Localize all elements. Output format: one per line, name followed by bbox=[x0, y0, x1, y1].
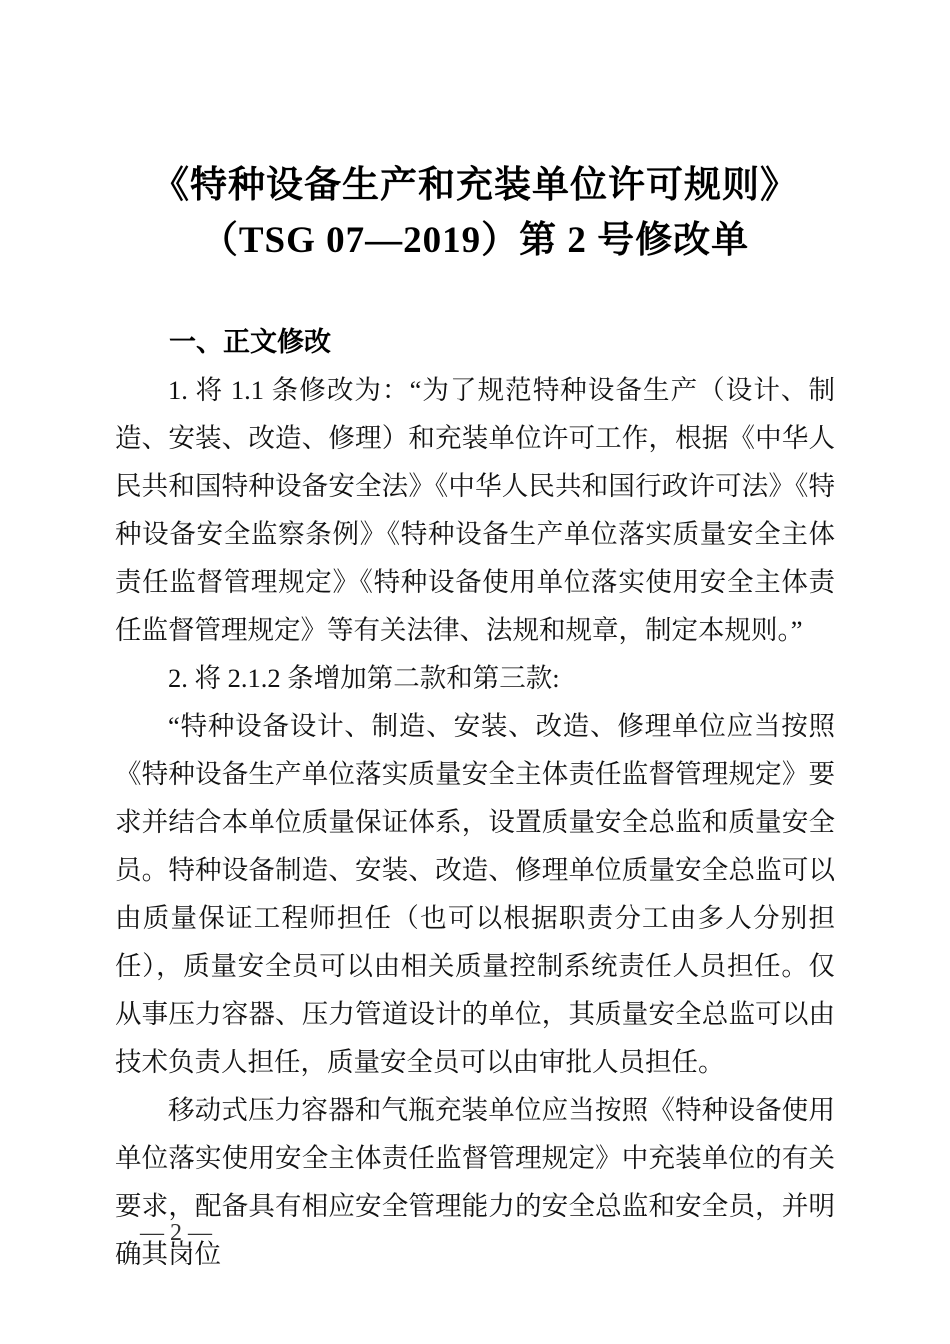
title-line-2: （TSG 07—2019）第 2 号修改单 bbox=[200, 220, 750, 261]
title-line-1: 《特种设备生产和充装单位许可规则》 bbox=[152, 165, 798, 206]
section-heading: 一、正文修改 bbox=[169, 327, 331, 357]
page-number: — 2 — bbox=[140, 1220, 212, 1246]
paragraph-1: 1. 将 1.1 条修改为：“为了规范特种设备生产（设计、制造、安装、改造、修理）和充装单位许可工作，根据《中华人民共和国特种设备安全法》《中华人民共和国行政许可法》《特种设备安全监察条例》《特种设备生产单位落实质量安全主体责任监督管理规定》《特种设备使用单位落实使用安全主体责任监督管理规定》等有关法律、法规和规章，制定本规则。” bbox=[115, 375, 835, 645]
paragraph-4: 移动式压力容器和气瓶充装单位应当按照《特种设备使用单位落实使用安全主体责任监督管理规定》中充装单位的有关要求，配备具有相应安全管理能力的安全总监和安全员，并明确其岗位 bbox=[115, 1095, 835, 1269]
document-title bbox=[0, 0, 950, 268]
document-body bbox=[115, 318, 835, 1278]
paragraph-2: 2. 将 2.1.2 条增加第二款和第三款: bbox=[168, 663, 560, 693]
paragraph-3: “特种设备设计、制造、安装、改造、修理单位应当按照《特种设备生产单位落实质量安全主体责任监督管理规定》要求并结合本单位质量保证体系，设置质量安全总监和质量安全员。特种设备制造、安装、改造、修理单位质量安全总监可以由质量保证工程师担任（也可以根据职责分工由多人分别担任），质量安全员可以由相关质量控制系统责任人员担任。仅从事压力容器、压力管道设计的单位，其质量安全总监可以由技术负责人担任，质量安全员可以由审批人员担任。 bbox=[115, 711, 835, 1077]
